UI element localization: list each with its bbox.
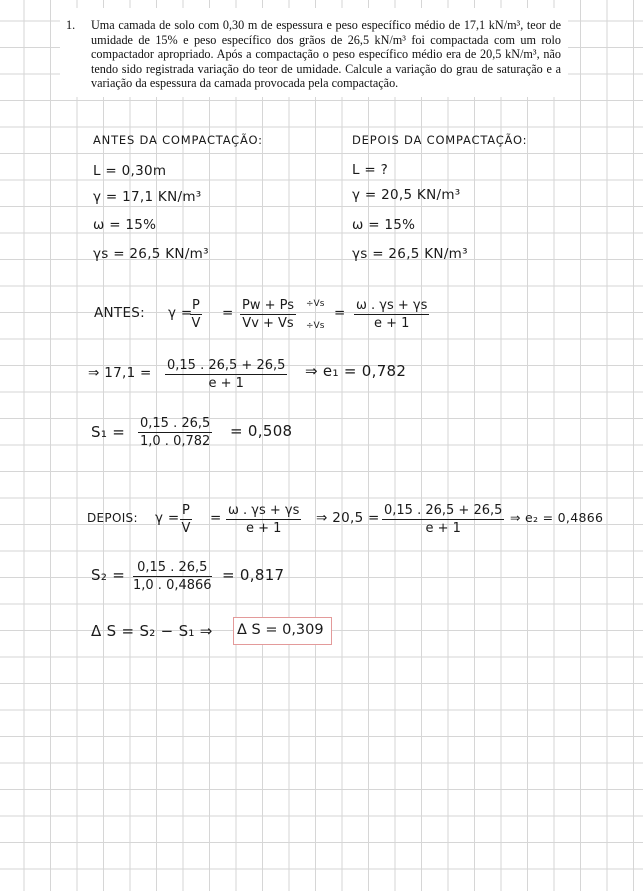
e1-result: ⇒ e₁ = 0,782 <box>305 362 407 380</box>
before-line-grain-weight: γs = 26,5 KN/m³ <box>93 246 209 262</box>
s1-result: = 0,508 <box>230 422 293 440</box>
depois-equals-1: = <box>210 510 222 526</box>
antes-gamma: γ = <box>168 305 193 321</box>
problem-statement <box>60 8 568 97</box>
s2-lhs: S₂ = <box>91 566 126 584</box>
antes-fraction-weights-volumes: $\frac{Pw + Ps}{Vv + Vs}$ <box>242 298 295 331</box>
delta-result: Δ S = 0,309 <box>237 622 324 638</box>
delta-expression: Δ S = S₂ − S₁ ⇒ <box>91 622 213 640</box>
after-line-thickness: L = ? <box>352 162 389 178</box>
antes-equals-1: = <box>222 305 234 321</box>
depois-fraction-values: $\frac{0,15 . 26,5 + 26,5}{e + 1}$ <box>384 503 503 536</box>
before-title: ANTES DA COMPACTAÇÃO: <box>93 133 263 147</box>
antes-divide-bottom: ÷Vs <box>306 321 325 331</box>
after-line-grain-weight: γs = 26,5 KN/m³ <box>352 246 468 262</box>
antes-divide-top: ÷Vs <box>306 299 325 309</box>
problem-number: 1. <box>66 18 76 32</box>
depois-gamma: γ = <box>155 510 180 526</box>
depois-fraction-formula: $\frac{\omega . \gamma s + \gamma s}{e + 1}$ <box>228 503 300 536</box>
before-line-unit-weight: γ = 17,1 KN/m³ <box>93 189 202 205</box>
s1-lhs: S₁ = <box>91 423 126 441</box>
before-line-thickness: L = 0,30m <box>93 163 167 179</box>
s2-fraction: $\frac{0,15 . 26,5}{1,0 . 0,4866}$ <box>133 560 212 593</box>
after-title: DEPOIS DA COMPACTAÇÃO: <box>352 133 528 147</box>
antes-fraction-p-v: $\frac{P}{V}$ <box>191 298 201 331</box>
after-line-moisture: ω = 15% <box>352 217 416 233</box>
depois-fraction-p-v: $\frac{P}{V}$ <box>181 503 191 536</box>
s1-fraction: $\frac{0,15 . 26,5}{1,0 . 0,782}$ <box>140 416 211 449</box>
e1-fraction: $\frac{0,15 . 26,5 + 26,5}{e + 1}$ <box>167 358 286 391</box>
before-line-moisture: ω = 15% <box>93 217 157 233</box>
e2-result: ⇒ e₂ = 0,4866 <box>510 510 604 525</box>
delta-result-box <box>233 617 332 645</box>
antes-label: ANTES: <box>94 305 146 321</box>
after-line-unit-weight: γ = 20,5 KN/m³ <box>352 187 461 203</box>
antes-equals-2: = <box>334 305 346 321</box>
s2-result: = 0,817 <box>222 566 285 584</box>
depois-mid: ⇒ 20,5 = <box>316 510 380 526</box>
antes-fraction-final: $\frac{\omega . \gamma s + \gamma s}{e + 1}$ <box>356 298 428 331</box>
depois-label: DEPOIS: <box>87 511 138 525</box>
problem-text: Uma camada de solo com 0,30 m de espessura e peso específico médio de 17,1 kN/m³, teor de umidade de 15% e peso específico dos grãos de 26,5 kN/m³ foi compactada com um rolo compactador apropriado. Após a compactação o peso específico médio era de 20,5 kN/m³, não tendo sido registrada variação do teor de umidade. Calcule a variação do grau de saturação e a variação da espessura da camada provocada pela compactação. <box>91 18 561 91</box>
e1-prefix: ⇒ 17,1 = <box>88 365 152 381</box>
